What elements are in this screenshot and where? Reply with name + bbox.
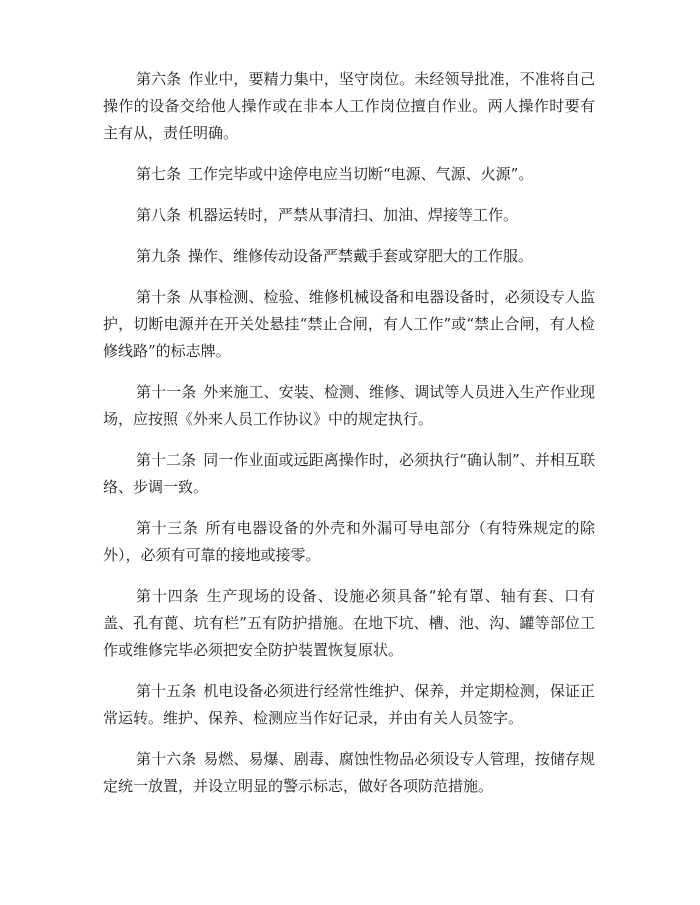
article-label: 第六条 <box>136 70 182 88</box>
article-label: 第十条 <box>136 288 182 306</box>
article-14 <box>103 583 595 664</box>
article-11 <box>103 379 595 433</box>
article-text: 机电设备必须进行经常性维护、保养，并定期检测，保证正常运转。维护、保养、检测应当作好记录，并由有关人员签字。 <box>103 682 595 727</box>
article-8 <box>103 202 595 229</box>
article-label: 第七条 <box>136 165 182 183</box>
article-label: 第十四条 <box>136 587 200 605</box>
article-text: 作业中，要精力集中，坚守岗位。未经领导批准，不准将自己操作的设备交给他人操作或在非本人工作岗位擅自作业。两人操作时要有主有从，责任明确。 <box>103 70 595 142</box>
article-label: 第九条 <box>136 247 182 265</box>
article-text: 所有电器设备的外壳和外漏可导电部分（有特殊规定的除外），必须有可靠的接地或接零。 <box>103 519 595 564</box>
article-7 <box>103 161 595 188</box>
article-label: 第八条 <box>136 206 182 224</box>
article-12 <box>103 447 595 501</box>
article-text: 操作、维修传动设备严禁戴手套或穿肥大的工作服。 <box>188 247 534 265</box>
article-label: 第十三条 <box>136 519 199 537</box>
article-text: 生产现场的设备、设施必须具备“轮有罩、轴有套、口有盖、孔有蓖、坑有栏”五有防护措施。在地下坑、槽、池、沟、罐等部位工作或维修完毕必须把安全防护装置恢复原状。 <box>103 587 595 659</box>
article-label: 第十六条 <box>136 750 197 768</box>
article-label: 第十五条 <box>136 682 197 700</box>
article-10 <box>103 284 595 365</box>
article-text: 工作完毕或中途停电应当切断“电源、气源、火源”。 <box>188 165 534 183</box>
article-15 <box>103 678 595 732</box>
article-13 <box>103 515 595 569</box>
article-text: 同一作业面或远距离操作时，必须执行“确认制”、并相互联络、步调一致。 <box>103 451 595 496</box>
article-16 <box>103 746 595 800</box>
article-6 <box>103 66 595 147</box>
article-text: 外来施工、安装、检测、维修、调试等人员进入生产作业现场，应按照《外来人员工作协议》中的规定执行。 <box>103 383 595 428</box>
article-text: 易燃、易爆、剧毒、腐蚀性物品必须设专人管理，按储存规定统一放置，并设立明显的警示标志，做好各项防范措施。 <box>103 750 595 795</box>
article-label: 第十二条 <box>136 451 197 469</box>
article-text: 机器运转时，严禁从事清扫、加油、焊接等工作。 <box>188 206 519 224</box>
article-9 <box>103 243 595 270</box>
article-label: 第十一条 <box>136 383 197 401</box>
article-text: 从事检测、检验、维修机械设备和电器设备时，必须设专人监护，切断电源并在开关处悬挂“禁止合闸，有人工作”或“禁止合闸，有人检修线路”的标志牌。 <box>103 288 595 360</box>
